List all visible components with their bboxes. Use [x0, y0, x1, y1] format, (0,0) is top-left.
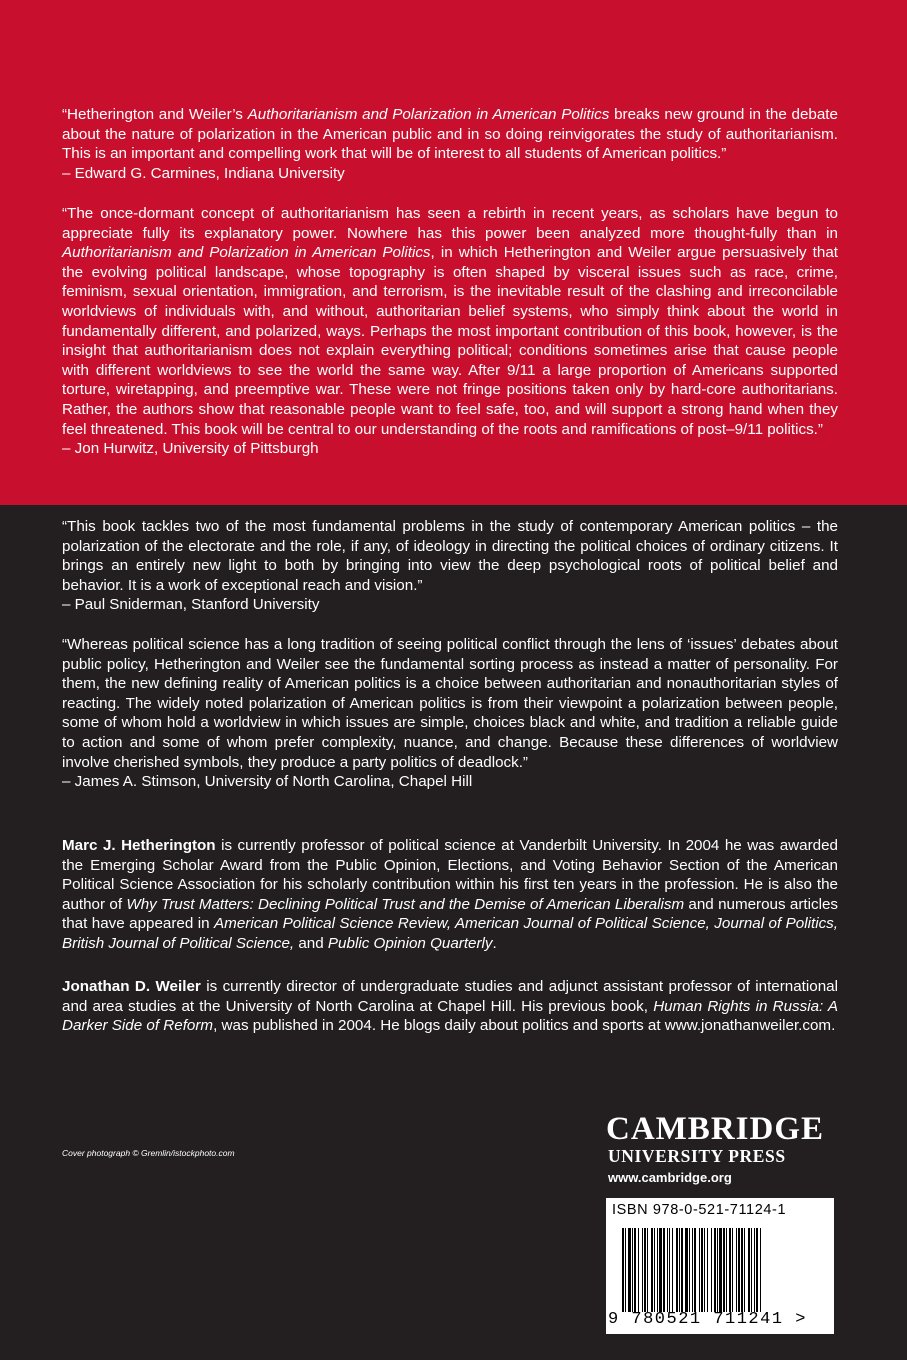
bio-text: Marc J. Hetherington is currently professor of political science at Vanderbilt University. In 2004 he was awarded the Emerging Scholar Award from the Public Opinion, Elections, and Voting Behavior Section of the American Political Science Association for his scholarly contribution within his first ten years in the profession. He is also the author of Why Trust Matters: Declining Political Trust and the Demise of American Liberalism and numerous articles that have appeared in American Political Science Review, American Journal of Political Science, Journal of Politics, British Journal of Political Science, and Public Opinion Quarterly. [62, 837, 839, 952]
publisher-logo [606, 1112, 826, 1185]
barcode-bar [694, 1228, 696, 1312]
barcode-bar [717, 1228, 718, 1312]
barcode-bar [689, 1228, 690, 1312]
barcode-bar [634, 1228, 636, 1312]
barcode-bar [657, 1228, 658, 1312]
barcode-bar [699, 1228, 700, 1312]
author-bio-weiler [62, 977, 838, 1036]
barcode-bar [748, 1228, 750, 1312]
publisher-url: www.cambridge.org [608, 1170, 732, 1185]
barcode-bar [685, 1228, 688, 1312]
barcode-bar [701, 1228, 703, 1312]
barcode-bar [628, 1228, 631, 1312]
barcode-bar [654, 1228, 655, 1312]
barcode-bar [729, 1228, 731, 1312]
barcode-bar [760, 1228, 761, 1312]
quote-carmines [62, 105, 838, 183]
publisher-name: CAMBRIDGE [606, 1111, 825, 1147]
quote-attribution: – Edward G. Carmines, Indiana University [62, 164, 345, 182]
barcode-bar [704, 1228, 705, 1312]
quote-text: “Hetherington and Weiler’s Authoritarianism and Polarization in American Politics breaks new ground in the debate about the nature of polarization in the American public and in so doing reinvigorates the study of authoritarianism. This is an important and compelling work that will be of interest to all students of American politics.” [62, 106, 838, 163]
barcode-bar [622, 1228, 624, 1312]
barcode-bar [741, 1228, 743, 1312]
barcode-icon [620, 1228, 820, 1312]
cover-photo-credit: Cover photograph © Gremlin/istockphoto.com [62, 1148, 235, 1158]
barcode-bar [625, 1228, 626, 1312]
barcode-bar [663, 1228, 665, 1312]
isbn-digits: 9 780521 711241 > [608, 1310, 807, 1329]
barcode-bar [719, 1228, 722, 1312]
quote-attribution: – Jon Hurwitz, University of Pittsburgh [62, 440, 319, 458]
barcode-bar [676, 1228, 678, 1312]
barcode-bar [692, 1228, 693, 1312]
barcode-bar [714, 1228, 716, 1312]
barcode-bar [667, 1228, 668, 1312]
barcode-bar [632, 1228, 633, 1312]
barcode-bar [751, 1228, 752, 1312]
barcode-bar [681, 1228, 683, 1312]
barcode-bar [756, 1228, 758, 1312]
quote-attribution: – Paul Sniderman, Stanford University [62, 596, 320, 614]
barcode-bar [736, 1228, 737, 1312]
barcode-bar [669, 1228, 670, 1312]
barcode-bar [732, 1228, 733, 1312]
quote-sniderman [62, 517, 838, 615]
quote-text: “This book tackles two of the most fundamental problems in the study of contemporary American politics – the polarization of the electorate and the role, if any, of ideology in directing the political choices of ordinary citizens. It brings an entirely new light to both by bringing into view the deep psychological roots of political belief and behavior. It is a work of exceptional reach and vision.” [62, 518, 838, 594]
author-bio-hetherington [62, 836, 838, 954]
barcode-bar [644, 1228, 646, 1312]
bio-text: Jonathan D. Weiler is currently director of undergraduate studies and adjunct assistant professor of international and area studies at the University of North Carolina at Chapel Hill. His previous book, Human Rights in Russia: A Darker Side of Reform, was published in 2004. He blogs daily about politics and sports at www.jonathanweiler.com. [62, 978, 839, 1035]
quote-hurwitz [62, 204, 838, 459]
barcode-bar [672, 1228, 673, 1312]
quote-text: “Whereas political science has a long tradition of seeing political conflict through the lens of ‘issues’ debates about public policy, Hetherington and Weiler see the fundamental sorting process as instead a matter of personality. For them, the new defining reality of American politics is a choice between authoritarian and nonauthoritarian styles of reacting. The widely noted polarization of American politics is from their viewpoint a polarization between people, some of whom hold a worldview in which issues are simple, choices black and white, and tradition a reliable guide to action and some of whom prefer complexity, nuance, and change. Because these differences of worldview involve cherished symbols, they produce a party politics of deadlock.” [62, 636, 838, 771]
barcode-bar [707, 1228, 708, 1312]
barcode-bar [754, 1228, 755, 1312]
barcode-bar [659, 1228, 662, 1312]
isbn-label: ISBN 978-0-521-71124-1 [612, 1202, 787, 1218]
quote-stimson [62, 635, 838, 792]
barcode-bar [647, 1228, 648, 1312]
quote-attribution: – James A. Stimson, University of North Carolina, Chapel Hill [62, 773, 473, 791]
barcode-bar [744, 1228, 745, 1312]
barcode-bar [738, 1228, 740, 1312]
barcode-bar [723, 1228, 725, 1312]
barcode-bar [642, 1228, 643, 1312]
isbn-barcode-box [606, 1198, 834, 1334]
barcode-bar [726, 1228, 727, 1312]
barcode-bar [651, 1228, 653, 1312]
barcode-bar [638, 1228, 639, 1312]
barcode-bar [711, 1228, 712, 1312]
publisher-subname: UNIVERSITY PRESS [608, 1146, 786, 1166]
barcode-bar [679, 1228, 680, 1312]
quote-text: “The once-dormant concept of authoritarianism has seen a rebirth in recent years, as scholars have begun to appreciate fully its explanatory power. Nowhere has this power been analyzed more thought-fully than in Authoritarianism and Polarization in American Politics, in which Hetherington and Weiler argue persuasively that the evolving political landscape, whose topography is often shaped by visceral issues such as race, crime, feminism, sexual orientation, immigration, and terrorism, is the inevitable result of the clashing and irreconcilable worldviews of individuals with, and without, authoritarian belief systems, who simply think about the world in fundamentally different, and polarized, ways. Perhaps the most important contribution of this book, however, is the insight that authoritarianism does not explain everything political; conditions sometimes arise that cause people with different worldviews to see the world the same way. After 9/11 a large proportion of Americans supported torture, wiretapping, and preemptive war. These were not fringe positions taken only by hard-core authoritarians. Rather, the authors show that reasonable people want to feel safe, too, and will support a strong hand when they feel threatened. This book will be central to our understanding of the roots and ramifications of post–9/11 politics.” [62, 205, 838, 438]
